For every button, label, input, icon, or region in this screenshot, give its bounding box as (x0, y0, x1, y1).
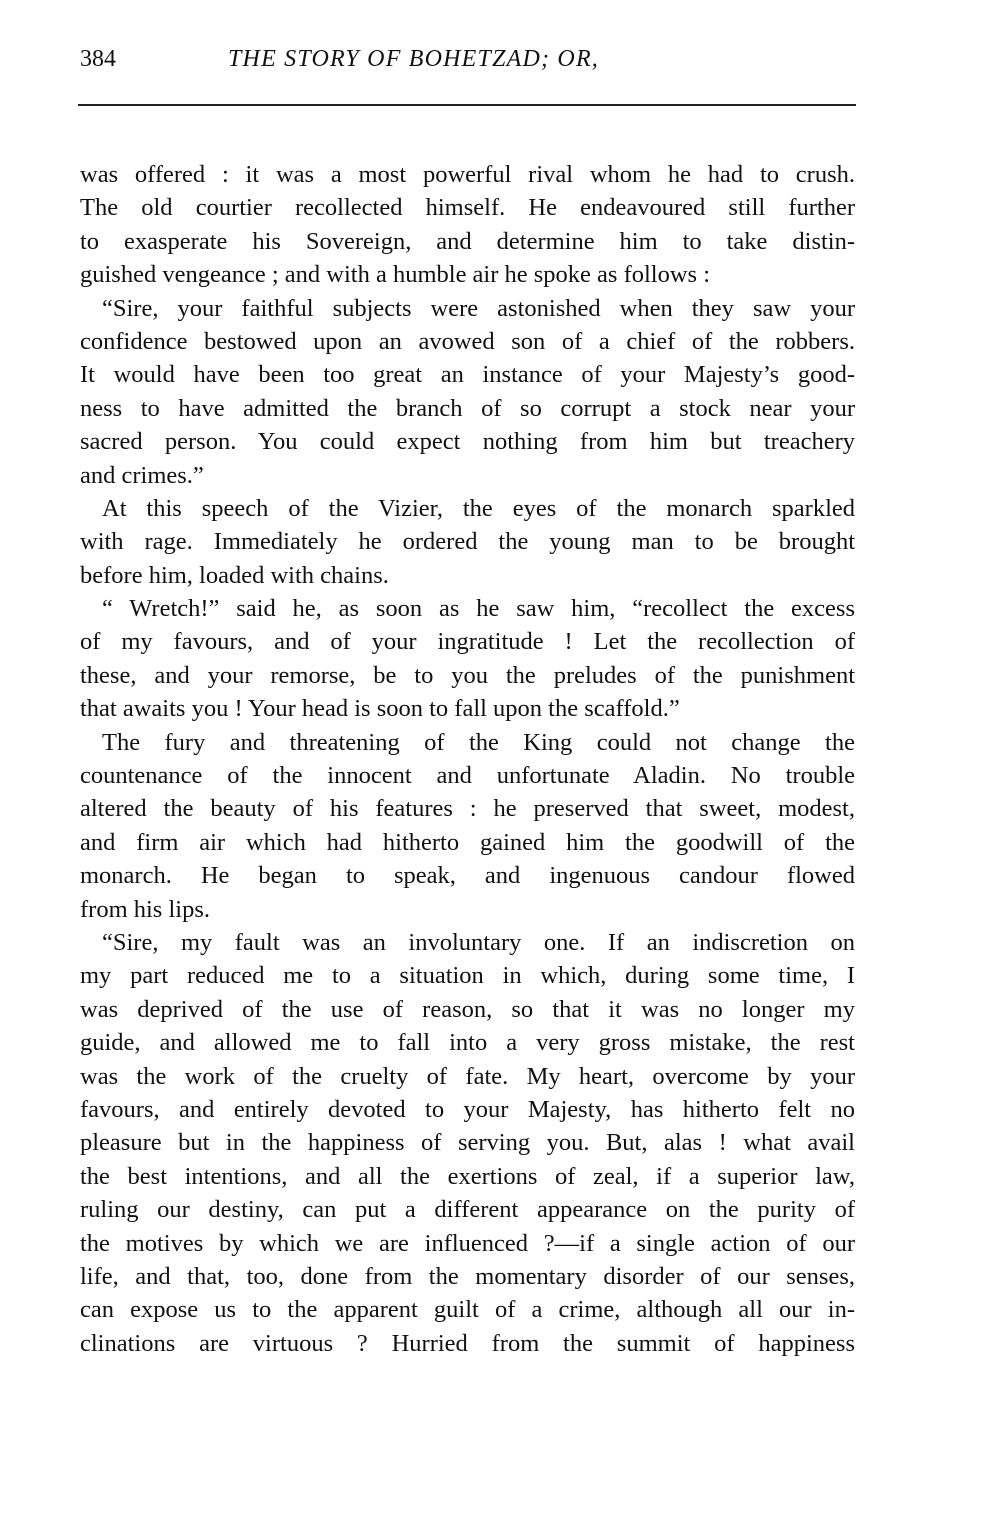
text-line: monarch. He began to speak, and ingenuous candour flowed (80, 862, 855, 890)
text-line: the best intentions, and all the exertions of zeal, if a superior law, (80, 1162, 855, 1190)
text-line: ruling our destiny, can put a different appearance on the purity of (80, 1196, 855, 1224)
text-line: countenance of the innocent and unfortunate Aladin. No trouble (80, 762, 855, 790)
text-line: guished vengeance ; and with a humble air he spoke as follows : (80, 261, 711, 289)
page-header (80, 46, 855, 82)
text-line: sacred person. You could expect nothing from him but treachery (80, 428, 855, 456)
running-head: THE STORY OF BOHETZAD; OR, (228, 46, 600, 72)
text-line: The fury and threatening of the King could not change the (102, 728, 855, 756)
text-line: favours, and entirely devoted to your Majesty, has hitherto felt no (80, 1095, 855, 1123)
text-line: was offered : it was a most powerful rival whom he had to crush. (80, 161, 855, 188)
text-line: that awaits you ! Your head is soon to fall upon the scaffold.” (80, 695, 680, 723)
header-rule (78, 104, 856, 106)
text-line: pleasure but in the happiness of serving you. But, alas ! what avail (80, 1129, 855, 1157)
text-line: It would have been too great an instance of your Majesty’s good- (80, 361, 855, 389)
text-line: and crimes.” (80, 461, 204, 489)
text-line: was the work of the cruelty of fate. My heart, overcome by your (80, 1062, 855, 1090)
text-line: altered the beauty of his features : he preserved that sweet, modest, (80, 795, 855, 823)
text-line: from his lips. (80, 895, 210, 923)
text-line: to exasperate his Sovereign, and determine him to take distin- (80, 227, 855, 255)
text-line: with rage. Immediately he ordered the young man to be brought (80, 528, 855, 556)
text-line: guide, and allowed me to fall into a very gross mistake, the rest (80, 1029, 855, 1057)
body-text (80, 158, 855, 1360)
text-line: these, and your remorse, be to you the preludes of the punishment (80, 661, 855, 689)
text-line: can expose us to the apparent guilt of a crime, although all our in- (80, 1296, 855, 1324)
text-line: was deprived of the use of reason, so that it was no longer my (80, 995, 855, 1023)
text-line: “Sire, my fault was an involuntary one. If an indiscretion on (102, 928, 855, 956)
text-line: “Sire, your faithful subjects were astonished when they saw your (102, 294, 855, 322)
text-line: The old courtier recollected himself. He endeavoured still further (80, 194, 855, 222)
text-line: clinations are virtuous ? Hurried from the summit of happiness (80, 1329, 855, 1357)
text-line: and firm air which had hitherto gained him the goodwill of the (80, 828, 855, 856)
text-line: At this speech of the Vizier, the eyes of the monarch sparkled (102, 494, 855, 522)
text-line: of my favours, and of your ingratitude ! Let the recollection of (80, 628, 855, 656)
text-line: ness to have admitted the branch of so corrupt a stock near your (80, 394, 855, 422)
page-number: 384 (80, 46, 116, 72)
text-line: life, and that, too, done from the momentary disorder of our senses, (80, 1262, 855, 1290)
text-line: “ Wretch!” said he, as soon as he saw him, “recollect the excess (102, 595, 855, 623)
text-line: before him, loaded with chains. (80, 561, 389, 589)
text-line: the motives by which we are influenced ?—if a single action of our (80, 1229, 855, 1257)
text-line: my part reduced me to a situation in which, during some time, I (80, 962, 855, 990)
text-line: confidence bestowed upon an avowed son of a chief of the robbers. (80, 327, 855, 355)
